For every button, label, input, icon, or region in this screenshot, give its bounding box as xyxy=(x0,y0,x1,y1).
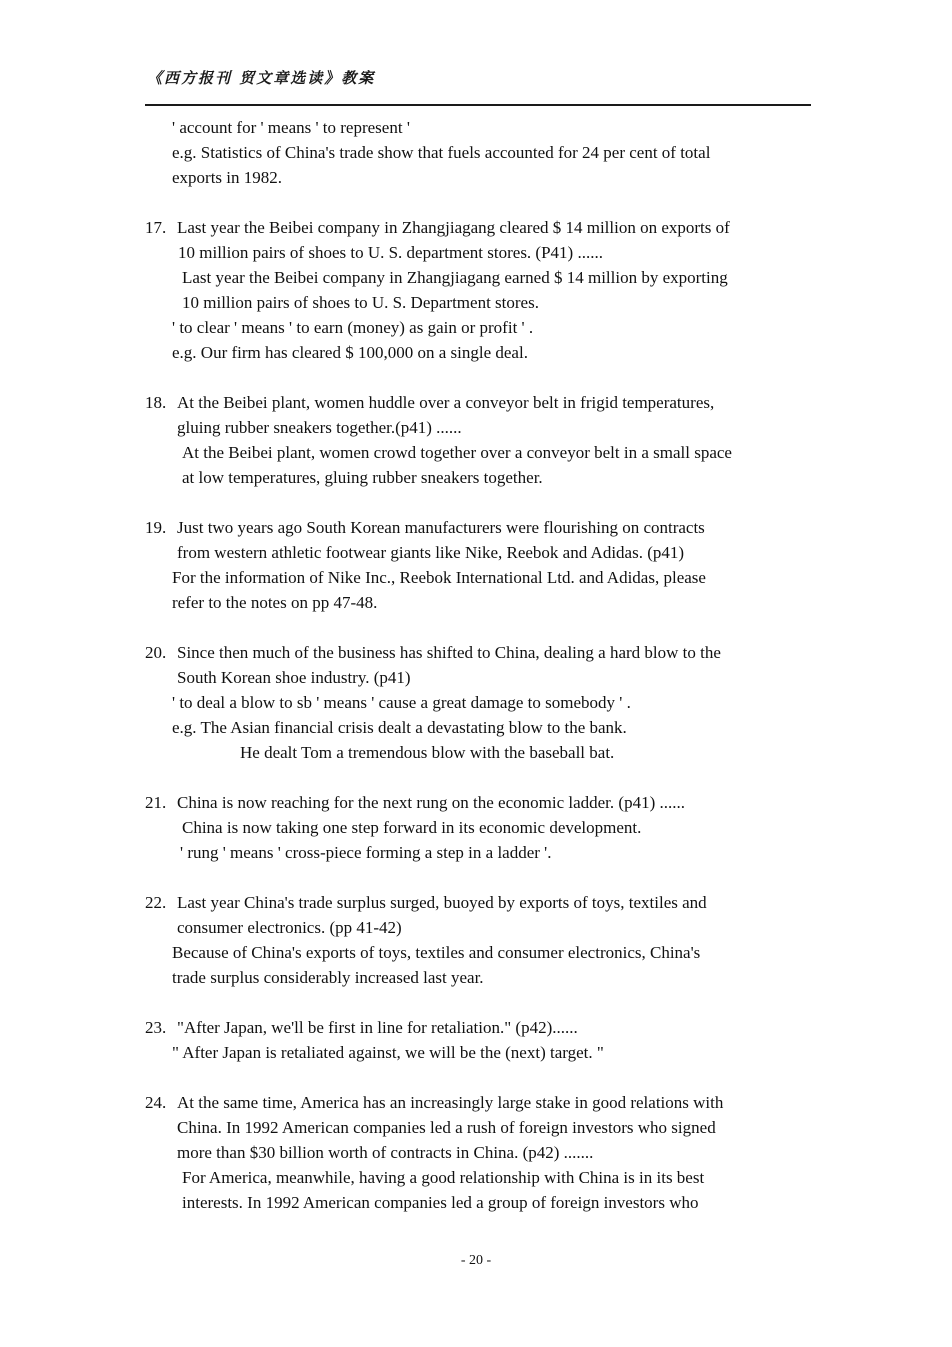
item-text: Just two years ago South Korean manufacturers were flourishing on contracts xyxy=(177,518,705,537)
item-number: 22. xyxy=(145,893,167,912)
item-paraphrase: interests. In 1992 American companies led a group of foreign investors who xyxy=(182,1193,699,1212)
item-text: consumer electronics. (pp 41-42) xyxy=(177,918,402,937)
item-paraphrase: at low temperatures, gluing rubber sneakers together. xyxy=(182,468,543,487)
page-header-title: 《西方报刊 贸文章选读》教案 xyxy=(147,69,376,87)
item-number: 20. xyxy=(145,643,167,662)
header-rule xyxy=(145,104,811,106)
item-note: ' to clear ' means ' to earn (money) as gain or profit ' . xyxy=(172,318,534,337)
item-paraphrase: At the Beibei plant, women crowd together over a conveyor belt in a small space xyxy=(182,443,732,462)
page-number: - 20 - xyxy=(460,1253,492,1268)
item-note: ' to deal a blow to sb ' means ' cause a great damage to somebody ' . xyxy=(172,693,631,712)
item-number: 18. xyxy=(145,393,167,412)
item-text: At the same time, America has an increasingly large stake in good relations with xyxy=(177,1093,724,1112)
item-paraphrase: For America, meanwhile, having a good relationship with China is in its best xyxy=(182,1168,705,1187)
item-note: e.g. Our firm has cleared $ 100,000 on a single deal. xyxy=(172,343,528,362)
item-example: He dealt Tom a tremendous blow with the baseball bat. xyxy=(240,743,615,762)
item-paraphrase: China is now taking one step forward in its economic development. xyxy=(182,818,642,837)
item-paraphrase: ' rung ' means ' cross-piece forming a step in a ladder '. xyxy=(180,843,552,862)
item-paraphrase: Last year the Beibei company in Zhangjiagang earned $ 14 million by exporting xyxy=(182,268,728,287)
item-text: more than $30 billion worth of contracts in China. (p42) ....... xyxy=(177,1143,594,1162)
item-number: 23. xyxy=(145,1018,167,1037)
item-text: "After Japan, we'll be first in line for retaliation." (p42)...... xyxy=(177,1018,578,1037)
item-paraphrase: 10 million pairs of shoes to U. S. Department stores. xyxy=(182,293,539,312)
item-note: " After Japan is retaliated against, we will be the (next) target. " xyxy=(172,1043,604,1062)
item-note: refer to the notes on pp 47-48. xyxy=(172,593,378,612)
item-text: 10 million pairs of shoes to U. S. department stores. (P41) ...... xyxy=(178,243,603,262)
item-text: China. In 1992 American companies led a rush of foreign investors who signed xyxy=(177,1118,716,1137)
item-text: China is now reaching for the next rung on the economic ladder. (p41) ...... xyxy=(177,793,685,812)
item-text: South Korean shoe industry. (p41) xyxy=(177,668,411,687)
item-text: gluing rubber sneakers together.(p41) ...... xyxy=(177,418,462,437)
item-number: 17. xyxy=(145,218,167,237)
intro-line: ' account for ' means ' to represent ' xyxy=(172,118,410,137)
item-text: from western athletic footwear giants like Nike, Reebok and Adidas. (p41) xyxy=(177,543,685,562)
item-number: 19. xyxy=(145,518,167,537)
item-note: For the information of Nike Inc., Reebok International Ltd. and Adidas, please xyxy=(172,568,706,587)
intro-line: e.g. Statistics of China's trade show that fuels accounted for 24 per cent of total xyxy=(172,143,711,162)
intro-line: exports in 1982. xyxy=(172,168,283,187)
item-number: 24. xyxy=(145,1093,167,1112)
item-note: e.g. The Asian financial crisis dealt a devastating blow to the bank. xyxy=(172,718,627,737)
item-note: trade surplus considerably increased last year. xyxy=(172,968,484,987)
item-note: Because of China's exports of toys, textiles and consumer electronics, China's xyxy=(172,943,701,962)
item-text: Last year China's trade surplus surged, buoyed by exports of toys, textiles and xyxy=(177,893,707,912)
item-text: At the Beibei plant, women huddle over a conveyor belt in frigid temperatures, xyxy=(177,393,715,412)
item-number: 21. xyxy=(145,793,167,812)
item-text: Last year the Beibei company in Zhangjiagang cleared $ 14 million on exports of xyxy=(177,218,730,237)
item-text: Since then much of the business has shifted to China, dealing a hard blow to the xyxy=(177,643,721,662)
